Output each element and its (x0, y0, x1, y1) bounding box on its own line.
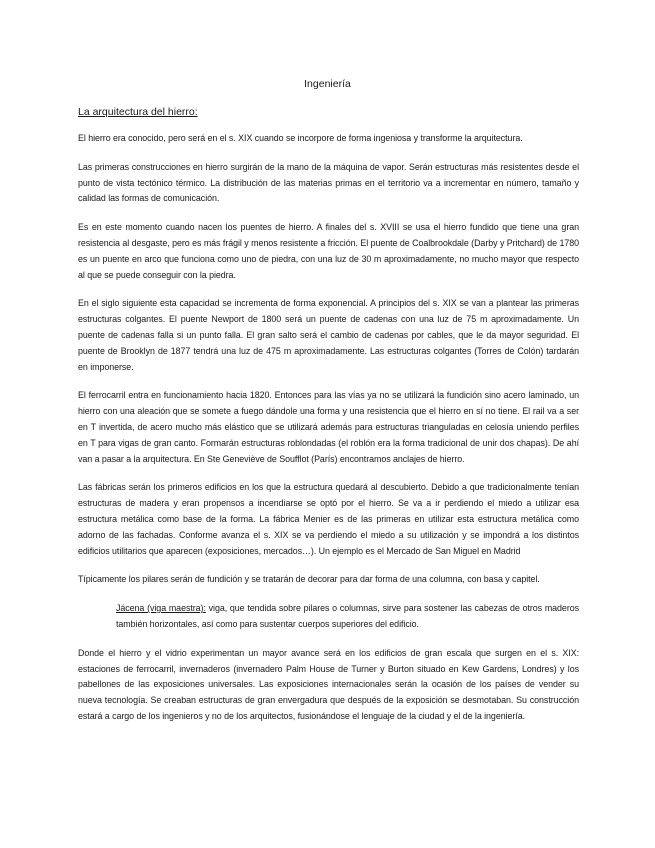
paragraph-iron-bridges: Es en este momento cuando nacen los puentes de hierro. A finales del s. XVIII se usa el hierro fundido que tiene una gran resistencia al desgaste, pero es más frágil y menos resistente a fricción. El puente de Coalbrookdale (Darby y Pritchard) de 1780 es un puente en arco que funciona como uno de piedra, con una luz de 30 m aproximadamente, no mucho mayor que respecto al que se puede conseguir con la piedra. (78, 222, 579, 280)
paragraph-railway: El ferrocarril entra en funcionamiento hacia 1820. Entonces para las vías ya no se utilizará la fundición sino acero laminado, un hierro con una aleación que se somete a fuego dándole una forma y una resistencia que el hierro en sí no tiene. El rail va a ser en T invertida, de acero mucho más elástico que se utilizará además para estructuras trianguladas en celosía uniendo perfiles en T para vigas de gran canto. Formarán estructuras roblondadas (el roblón era la forma tradicional de unir dos chapas). De ahí van a pasar a la arquitectura. En Ste Geneviève de Soufflot (París) encontramos anclajes de hierro. (78, 390, 579, 464)
paragraph-iron-and-glass: Donde el hierro y el vidrio experimentan un mayor avance será en los edificios de gran escala que surgen en el s. XIX: estaciones de ferrocarril, invernaderos (invernadero Palm House de Turner y Burton situado en Kew Gardens, Londres) y los pabellones de las exposiciones universales. Las exposiciones internacionales serán la ocasión de los países de vender su nueva tecnología. Se creaban estructuras de gran envergadura que después de la exposición se desmotaban. Su construcción estará a cargo de los ingenieros y no de los arquitectos, fusionándose el lenguaje de la ciudad y el de la ingeniería. (78, 647, 579, 721)
definition-term: Jácena (viga maestra): (116, 603, 206, 614)
document-body (78, 131, 579, 738)
paragraph-factories: Las fábricas serán los primeros edificios en los que la estructura quedará al descubierto. Debido a que tradicionalmente tenían estructuras de madera y eran propensos a incendiarse se optó por el hierro. Se va a ir perdiendo el miedo a utilizar esa estructura metálica como base de la forma. La fábrica Menier es de las primeras en utilizar esta estructura metálica como adorno de las fachadas. Conforme avanza el s. XIX se va perdiendo el miedo a su utilización y se impondrá a los distintos edificios utilitarios que aparecen (exposiciones, mercados…). Un ejemplo es el Mercado de San Miguel en Madrid (78, 482, 579, 556)
document-title: Ingeniería (304, 78, 351, 90)
paragraph-first-constructions: Las primeras construcciones en hierro surgirán de la mano de la máquina de vapor. Serán estructuras más resistentes desde el punto de vista tectónico térmico. La distribución de las materias primas en el territorio va a incrementar en número, tamaño y calidad las formas de comunicación. (78, 161, 579, 204)
definition-jacena (78, 601, 579, 633)
paragraph-pillars: Típicamente los pilares serán de fundición y se tratarán de decorar para dar forma de una columna, con basa y capitel. (78, 574, 540, 585)
paragraph-intro: El hierro era conocido, pero será en el s. XIX cuando se incorpore de forma ingeniosa y transforme la arquitectura. (78, 133, 523, 143)
section-heading: La arquitectura del hierro: (78, 106, 198, 118)
definition-text: viga, que tendida sobre pilares o columnas, sirve para sostener las cabezas de otros maderos también horizontales, así como para sustentar cuerpos superiores del edificio. (116, 603, 579, 629)
paragraph-hanging-structures: En el siglo siguiente esta capacidad se incrementa de forma exponencial. A principios del s. XIX se van a plantear las primeras estructuras colgantes. El puente Newport de 1800 será un puente de cadenas con una luz de 75 m aproximadamente. Un puente de cadenas falla si un punto falla. El gran salto será el cambio de cadenas por cables, que le da mayor seguridad. El puente de Brooklyn de 1877 tendrá una luz de 475 m aproximadamente. Las estructuras colgantes (Torres de Colón) tardarán en imponerse. (78, 298, 579, 372)
